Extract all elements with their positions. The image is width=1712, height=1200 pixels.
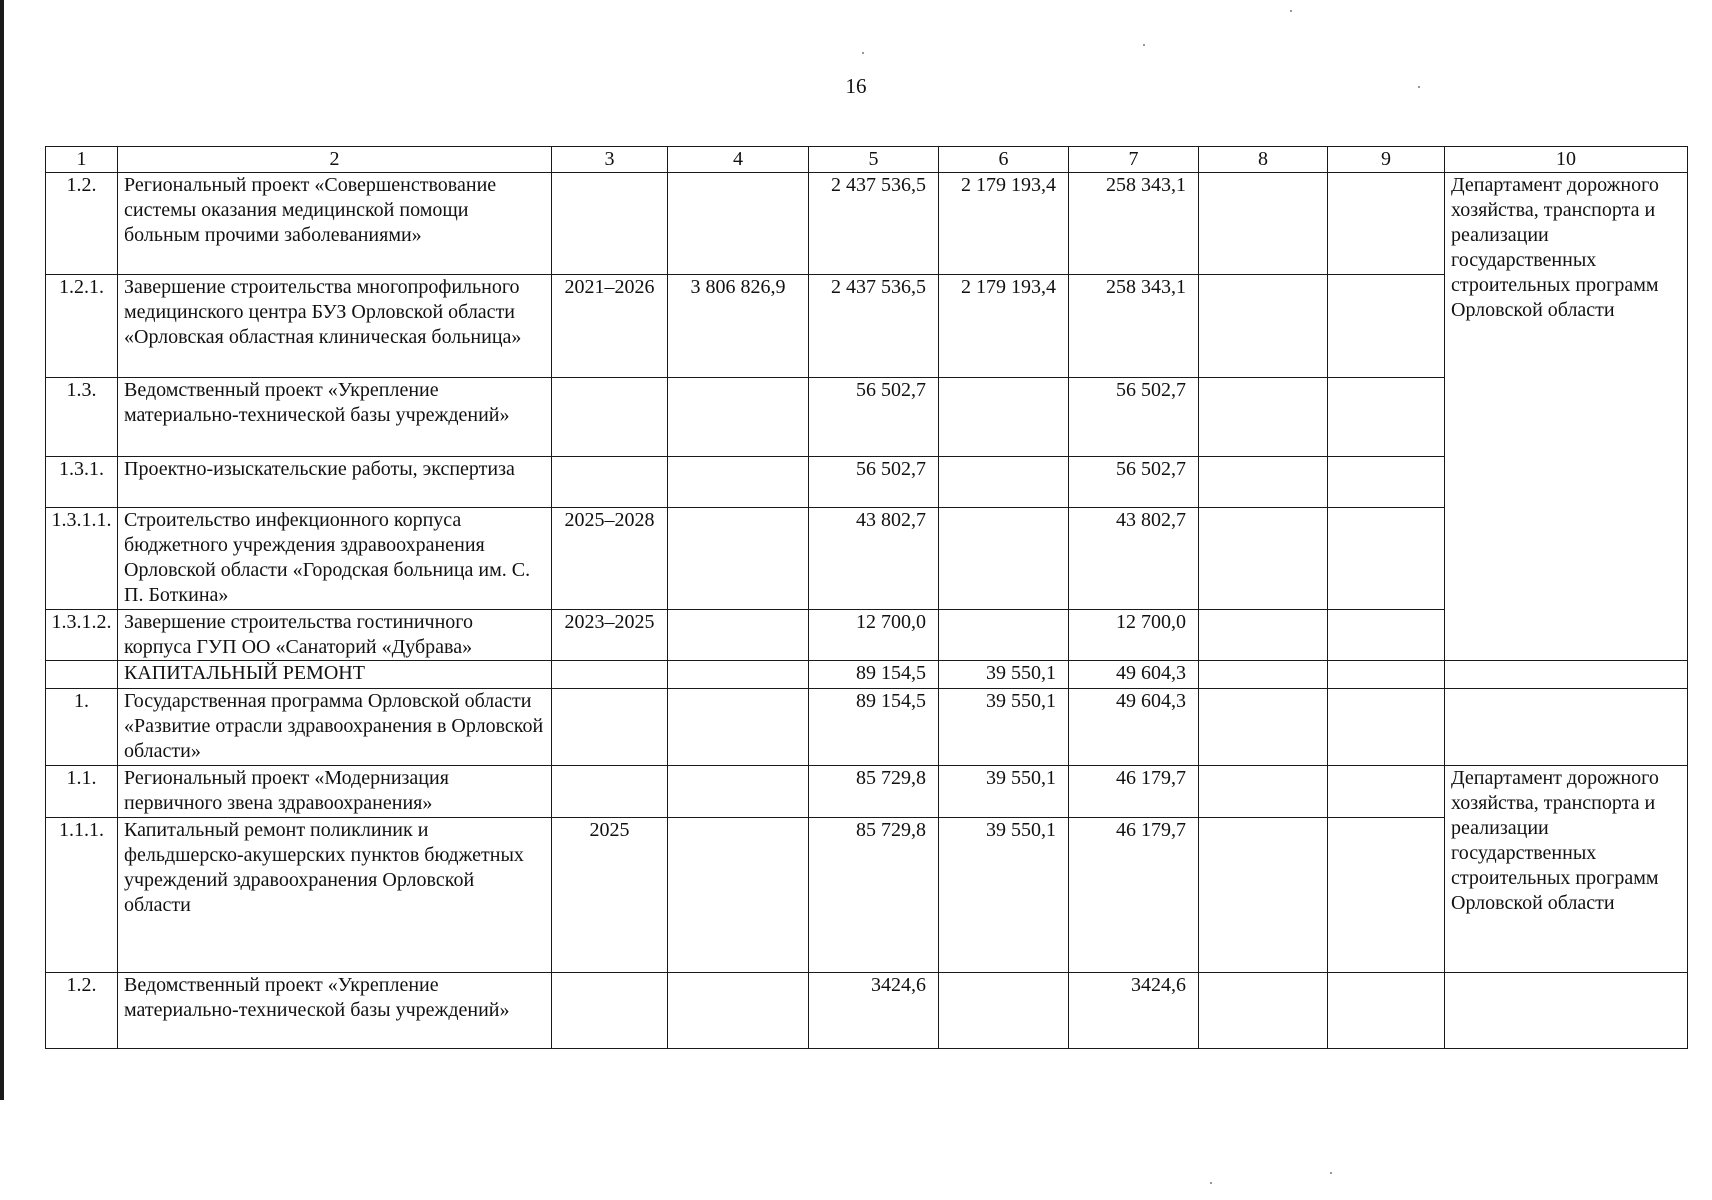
column-header: 10 — [1445, 147, 1688, 173]
row-value-col6: 2 179 193,4 — [939, 173, 1069, 275]
page-number: 16 — [845, 74, 867, 98]
column-header: 6 — [939, 147, 1069, 173]
row-value-col6 — [939, 457, 1069, 508]
scan-speck — [1210, 1182, 1212, 1184]
row-number: 1.3.1.2. — [46, 610, 118, 661]
row-period — [552, 173, 668, 275]
row-value-col6: 2 179 193,4 — [939, 275, 1069, 378]
table-row — [46, 173, 1688, 275]
row-period: 2025 — [552, 818, 668, 973]
row-title: Завершение строительства многопрофильного медицинского центра БУЗ Орловской области «Орловская областная клиническая больница» — [118, 275, 552, 378]
row-value-col5: 89 154,5 — [809, 661, 939, 689]
row-value-col5: 85 729,8 — [809, 766, 939, 818]
row-department — [1445, 661, 1688, 689]
row-title: Региональный проект «Модернизация первичного звена здравоохранения» — [118, 766, 552, 818]
row-value-col6 — [939, 378, 1069, 457]
row-value-col6 — [939, 508, 1069, 610]
scan-speck — [1143, 44, 1145, 46]
row-title: Ведомственный проект «Укрепление материально-технической базы учреждений» — [118, 973, 552, 1049]
row-value-col5: 12 700,0 — [809, 610, 939, 661]
row-period: 2025–2028 — [552, 508, 668, 610]
row-value-col9 — [1328, 508, 1445, 610]
row-total-cost — [668, 610, 809, 661]
row-total-cost — [668, 766, 809, 818]
row-value-col8 — [1199, 973, 1328, 1049]
row-number: 1.2. — [46, 173, 118, 275]
row-total-cost — [668, 378, 809, 457]
table-row — [46, 508, 1688, 610]
row-value-col9 — [1328, 457, 1445, 508]
row-title: Завершение строительства гостиничного корпуса ГУП ОО «Санаторий «Дубрава» — [118, 610, 552, 661]
row-period: 2023–2025 — [552, 610, 668, 661]
row-period — [552, 661, 668, 689]
row-value-col7: 258 343,1 — [1069, 275, 1199, 378]
row-value-col8 — [1199, 689, 1328, 766]
table-row — [46, 973, 1688, 1049]
row-period — [552, 973, 668, 1049]
column-header: 3 — [552, 147, 668, 173]
row-value-col9 — [1328, 766, 1445, 818]
row-number: 1. — [46, 689, 118, 766]
row-value-col7: 12 700,0 — [1069, 610, 1199, 661]
row-number: 1.3.1. — [46, 457, 118, 508]
row-value-col9 — [1328, 173, 1445, 275]
row-period — [552, 378, 668, 457]
row-value-col5: 2 437 536,5 — [809, 173, 939, 275]
row-title: Капитальный ремонт поликлиник и фельдшерско-акушерских пунктов бюджетных учреждений здравоохранения Орловской области — [118, 818, 552, 973]
row-value-col9 — [1328, 610, 1445, 661]
row-value-col9 — [1328, 661, 1445, 689]
row-total-cost — [668, 818, 809, 973]
row-value-col8 — [1199, 173, 1328, 275]
row-value-col7: 46 179,7 — [1069, 818, 1199, 973]
row-value-col6: 39 550,1 — [939, 818, 1069, 973]
row-number: 1.2.1. — [46, 275, 118, 378]
table-row — [46, 457, 1688, 508]
row-period: 2021–2026 — [552, 275, 668, 378]
column-header: 8 — [1199, 147, 1328, 173]
row-period — [552, 689, 668, 766]
table-row — [46, 818, 1688, 973]
table-row — [46, 610, 1688, 661]
row-value-col7: 46 179,7 — [1069, 766, 1199, 818]
responsible-department: Департамент дорожного хозяйства, транспорта и реализации государственных строительных программ Орловской области — [1445, 766, 1688, 973]
row-value-col5: 85 729,8 — [809, 818, 939, 973]
table-row — [46, 378, 1688, 457]
row-title: Проектно-изыскательские работы, экспертиза — [118, 457, 552, 508]
row-value-col9 — [1328, 689, 1445, 766]
row-number: 1.1. — [46, 766, 118, 818]
budget-table — [45, 146, 1688, 1049]
row-number — [46, 661, 118, 689]
row-value-col8 — [1199, 766, 1328, 818]
row-value-col7: 258 343,1 — [1069, 173, 1199, 275]
row-title: Региональный проект «Совершенствование системы оказания медицинской помощи больным прочими заболеваниями» — [118, 173, 552, 275]
table-row — [46, 766, 1688, 818]
row-value-col5: 43 802,7 — [809, 508, 939, 610]
row-value-col9 — [1328, 378, 1445, 457]
row-value-col6: 39 550,1 — [939, 766, 1069, 818]
scan-speck — [1418, 86, 1420, 88]
column-header: 5 — [809, 147, 939, 173]
row-value-col9 — [1328, 818, 1445, 973]
row-value-col8 — [1199, 457, 1328, 508]
row-value-col5: 2 437 536,5 — [809, 275, 939, 378]
section-title: КАПИТАЛЬНЫЙ РЕМОНТ — [118, 661, 552, 689]
row-value-col8 — [1199, 661, 1328, 689]
row-value-col7: 43 802,7 — [1069, 508, 1199, 610]
row-value-col7: 56 502,7 — [1069, 378, 1199, 457]
column-header: 1 — [46, 147, 118, 173]
scan-speck — [862, 52, 864, 54]
table-row — [46, 689, 1688, 766]
column-header: 7 — [1069, 147, 1199, 173]
row-value-col8 — [1199, 508, 1328, 610]
row-value-col7: 49 604,3 — [1069, 661, 1199, 689]
row-value-col8 — [1199, 610, 1328, 661]
row-value-col5: 56 502,7 — [809, 378, 939, 457]
row-total-cost — [668, 173, 809, 275]
row-period — [552, 766, 668, 818]
row-value-col6: 39 550,1 — [939, 661, 1069, 689]
row-department — [1445, 973, 1688, 1049]
row-total-cost — [668, 457, 809, 508]
row-period — [552, 457, 668, 508]
row-value-col5: 56 502,7 — [809, 457, 939, 508]
table-row — [46, 275, 1688, 378]
row-title: Государственная программа Орловской области «Развитие отрасли здравоохранения в Орловской области» — [118, 689, 552, 766]
row-total-cost — [668, 973, 809, 1049]
responsible-department: Департамент дорожного хозяйства, транспорта и реализации государственных строительных программ Орловской области — [1445, 173, 1688, 661]
row-department — [1445, 689, 1688, 766]
row-title: Ведомственный проект «Укрепление материально-технической базы учреждений» — [118, 378, 552, 457]
row-value-col7: 56 502,7 — [1069, 457, 1199, 508]
row-value-col6 — [939, 610, 1069, 661]
scan-speck — [1330, 1172, 1332, 1174]
row-value-col6 — [939, 973, 1069, 1049]
row-value-col5: 3424,6 — [809, 973, 939, 1049]
row-value-col8 — [1199, 818, 1328, 973]
row-total-cost — [668, 689, 809, 766]
row-number: 1.2. — [46, 973, 118, 1049]
row-value-col7: 49 604,3 — [1069, 689, 1199, 766]
row-value-col6: 39 550,1 — [939, 689, 1069, 766]
column-number-header-row — [46, 147, 1688, 173]
row-total-cost: 3 806 826,9 — [668, 275, 809, 378]
row-value-col8 — [1199, 378, 1328, 457]
row-number: 1.1.1. — [46, 818, 118, 973]
row-number: 1.3. — [46, 378, 118, 457]
row-number: 1.3.1.1. — [46, 508, 118, 610]
row-value-col8 — [1199, 275, 1328, 378]
row-title: Строительство инфекционного корпуса бюджетного учреждения здравоохранения Орловской области «Городская больница им. С. П. Боткина» — [118, 508, 552, 610]
row-total-cost — [668, 508, 809, 610]
row-value-col9 — [1328, 275, 1445, 378]
column-header: 2 — [118, 147, 552, 173]
table-row — [46, 661, 1688, 689]
column-header: 4 — [668, 147, 809, 173]
column-header: 9 — [1328, 147, 1445, 173]
scan-speck — [1290, 10, 1292, 12]
row-total-cost — [668, 661, 809, 689]
row-value-col7: 3424,6 — [1069, 973, 1199, 1049]
row-value-col5: 89 154,5 — [809, 689, 939, 766]
row-value-col9 — [1328, 973, 1445, 1049]
scan-edge-line — [0, 0, 4, 1100]
